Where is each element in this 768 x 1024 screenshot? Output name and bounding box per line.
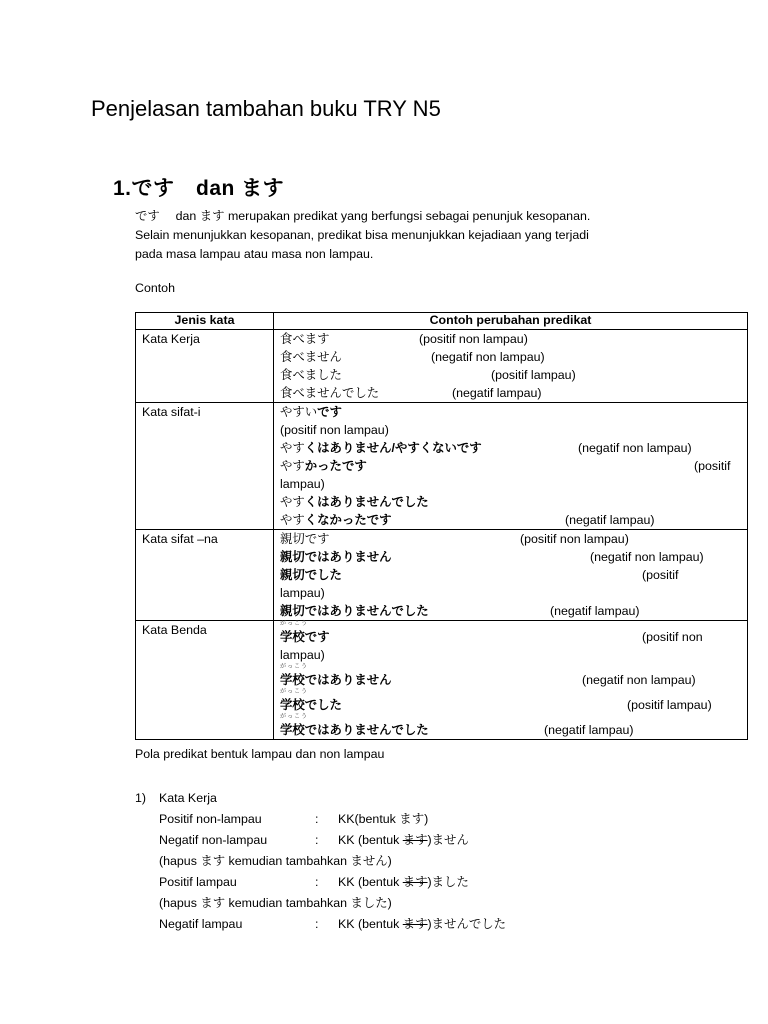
predicate-line (280, 475, 741, 493)
predicate-text (280, 602, 429, 620)
predicate-bold: です (317, 405, 342, 419)
header-contoh: Contoh perubahan predikat (274, 313, 748, 330)
predicate-line (280, 584, 741, 602)
predicate-bold: 親切ではありません (280, 550, 392, 564)
predicate-line (280, 602, 741, 620)
predicate-bold: くはありませんでした (304, 495, 429, 509)
predicate-cell (274, 403, 748, 530)
furigana: がっこう (280, 621, 309, 627)
predicate-bold: 学校です (280, 630, 330, 644)
predicate-line (280, 646, 741, 664)
predicate-bold: かったです (304, 459, 367, 473)
predicate-bold: 親切ではありませんでした (280, 604, 429, 618)
predicate-note: (positif non (642, 630, 703, 644)
table-row (136, 621, 748, 740)
predicate-base: やすい (280, 405, 318, 419)
predicate-line (280, 721, 741, 739)
predicate-cell (274, 330, 748, 403)
predicate-base: やす (280, 495, 305, 509)
predicate-line (280, 530, 741, 548)
jenis-kata-cell: Kata Benda (136, 621, 274, 740)
furigana: がっこう (280, 689, 309, 695)
predicate-base: (positif non lampau) (280, 423, 389, 437)
predicate-line (280, 628, 741, 646)
predicate-text (280, 366, 342, 384)
predicate-base: やす (280, 441, 305, 455)
predicate-base: やす (280, 459, 305, 473)
predicate-line (280, 566, 741, 584)
predicate-text (280, 566, 342, 584)
predicate-text (280, 330, 330, 348)
page-title: Penjelasan tambahan buku TRY N5 (91, 96, 441, 121)
predicate-note: (negatif non lampau) (578, 441, 692, 455)
list-item (135, 872, 506, 893)
predicate-base: やす (280, 513, 305, 527)
section-title: 1.です dan ます (113, 177, 285, 200)
predicate-base: 食べます (280, 332, 330, 346)
predicate-text (280, 721, 429, 739)
predicate-base: 食べました (280, 368, 342, 382)
predicate-note: (negatif lampau) (565, 513, 655, 527)
predicate-text (280, 628, 330, 646)
list-item-key: Negatif non-lampau (159, 833, 268, 847)
predicate-line (280, 671, 741, 689)
paragraph-line: です dan ます merupakan predikat yang berfungsi sebagai penunjuk kesopanan. (135, 209, 591, 223)
list-item-key: Negatif lampau (159, 917, 243, 931)
predicate-note: (negatif lampau) (550, 604, 640, 618)
predicate-text (280, 475, 325, 493)
example-table (135, 312, 748, 740)
list-item-colon: : (315, 917, 319, 931)
predicate-base: 食べませんでした (280, 386, 380, 400)
predicate-note: (negatif non lampau) (590, 550, 704, 564)
predicate-text (280, 530, 330, 548)
table-header-row (136, 313, 748, 330)
predicate-line (280, 548, 741, 566)
list-heading (135, 788, 506, 809)
list-item-value: KK (bentuk ます)ません (338, 833, 469, 847)
pattern-list (135, 788, 506, 935)
furigana: がっこう (280, 714, 309, 720)
list-item-value: KK (bentuk ます)ました (338, 875, 469, 889)
predicate-note: (negatif non lampau) (582, 673, 696, 687)
predicate-line (280, 439, 741, 457)
predicate-base: lampau) (280, 648, 325, 662)
list-note: (hapus ます kemudian tambahkan ません) (159, 854, 392, 868)
predicate-bold: 学校でした (280, 698, 342, 712)
paragraph-line: Selain menunjukkan kesopanan, predikat bisa menunjukkan kejadiaan yang terjadi (135, 228, 589, 242)
predicate-note: (negatif lampau) (452, 386, 542, 400)
predicate-text (280, 348, 342, 366)
predicate-note: (positif non lampau) (419, 332, 528, 346)
predicate-text (280, 493, 429, 511)
paragraph-line: pada masa lampau atau masa non lampau. (135, 247, 374, 261)
predicate-note: (positif lampau) (627, 698, 712, 712)
predicate-cell (274, 621, 748, 740)
table-row (136, 403, 748, 530)
predicate-base: 親切です (280, 532, 330, 546)
list-item-key: Positif non-lampau (159, 812, 262, 826)
predicate-note: (positif (694, 459, 731, 473)
predicate-base: lampau) (280, 477, 325, 491)
predicate-bold: くなかったです (304, 513, 392, 527)
predicate-text (280, 584, 325, 602)
predicate-note: (negatif lampau) (544, 723, 634, 737)
list-item-colon: : (315, 833, 319, 847)
predicate-bold: 学校ではありません (280, 673, 392, 687)
predicate-text (280, 646, 325, 664)
predicate-bold: くはありません/やすくないです (304, 441, 482, 455)
header-jenis-kata: Jenis kata (136, 313, 274, 330)
predicate-line (280, 421, 741, 439)
predicate-bold: 学校ではありませんでした (280, 723, 429, 737)
list-item (135, 809, 506, 830)
contoh-label: Contoh (135, 281, 175, 295)
predicate-text (280, 671, 392, 689)
predicate-text (280, 696, 342, 714)
list-item (135, 830, 506, 851)
predicate-note: (positif (642, 568, 679, 582)
list-item-value: KK (bentuk ます)ませんでした (338, 917, 507, 931)
predicate-text (280, 457, 367, 475)
predicate-line (280, 696, 741, 714)
struck-masu: ます (402, 875, 428, 889)
struck-masu: ます (402, 833, 428, 847)
pola-heading: Pola predikat bentuk lampau dan non lampau (135, 747, 385, 761)
predicate-line (280, 330, 741, 348)
jenis-kata-cell: Kata sifat-i (136, 403, 274, 530)
predicate-text (280, 511, 392, 529)
struck-masu: ます (402, 917, 428, 931)
predicate-text (280, 403, 342, 421)
predicate-line (280, 366, 741, 384)
predicate-line (280, 493, 741, 511)
predicate-line (280, 511, 741, 529)
predicate-base: lampau) (280, 586, 325, 600)
list-item-key: Positif lampau (159, 875, 237, 889)
predicate-text (280, 548, 392, 566)
list-number: 1) (135, 791, 147, 805)
list-item (135, 914, 506, 935)
predicate-base: 食べません (280, 350, 342, 364)
list-note: (hapus ます kemudian tambahkan ました) (159, 896, 392, 910)
jenis-kata-cell: Kata Kerja (136, 330, 274, 403)
list-item-value: KK(bentuk ます) (338, 812, 429, 826)
table-row (136, 530, 748, 621)
table-row (136, 330, 748, 403)
furigana: がっこう (280, 664, 309, 670)
predicate-text (280, 421, 389, 439)
predicate-note: (positif lampau) (491, 368, 576, 382)
list-head-label: Kata Kerja (159, 791, 217, 805)
list-item-colon: : (315, 875, 319, 889)
predicate-line (280, 457, 741, 475)
predicate-cell (274, 530, 748, 621)
section-paragraph (135, 207, 678, 264)
predicate-bold: 親切でした (280, 568, 342, 582)
predicate-line (280, 403, 741, 421)
predicate-line (280, 348, 741, 366)
predicate-text (280, 384, 379, 402)
jenis-kata-cell: Kata sifat –na (136, 530, 274, 621)
predicate-note: (negatif non lampau) (431, 350, 545, 364)
list-item-colon: : (315, 812, 319, 826)
predicate-text (280, 439, 482, 457)
predicate-line (280, 384, 741, 402)
predicate-note: (positif non lampau) (520, 532, 629, 546)
